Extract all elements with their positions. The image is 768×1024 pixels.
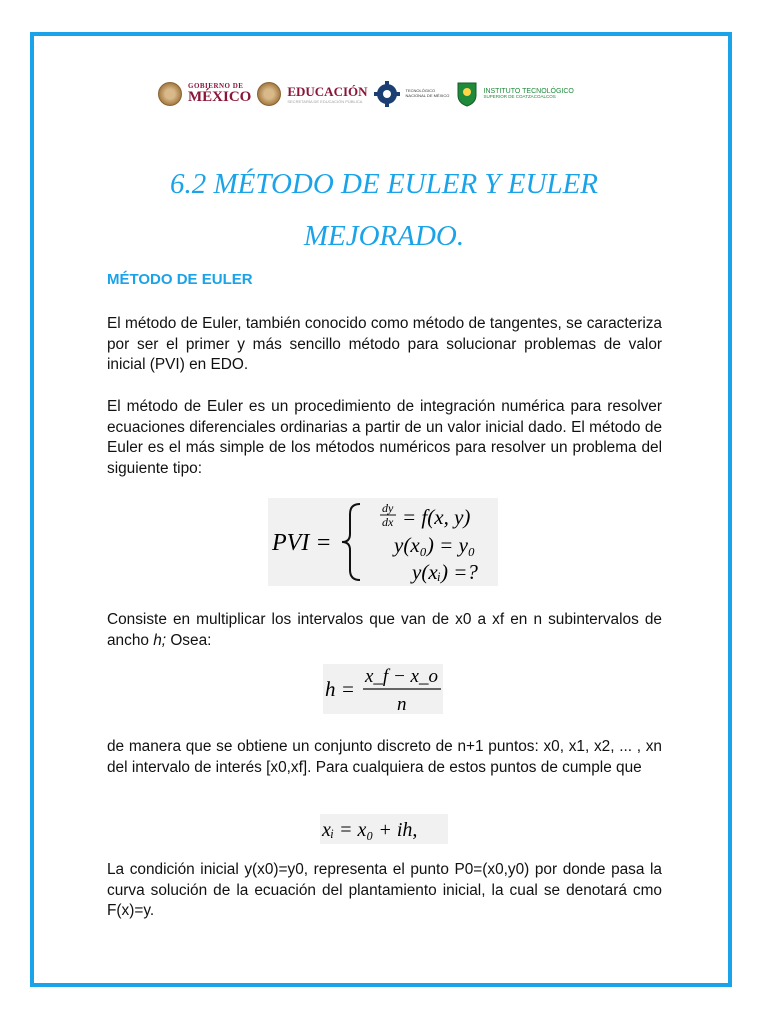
- pvi-dy: dy: [382, 501, 394, 515]
- logo-itesco: [484, 88, 574, 101]
- logo-gob-line1: GOBIERNO DE: [188, 82, 244, 90]
- section-heading: MÉTODO DE EULER: [107, 271, 253, 288]
- paragraph-discrete-points: de manera que se obtiene un conjunto discreto de n+1 puntos: x0, x1, x2, ... , xn del intervalo de interés [x0,xf]. Para cualquiera de estos puntos de cumple que: [107, 738, 662, 776]
- logo-itesco-line1: INSTITUTO TECNOLÓGICO: [483, 87, 574, 95]
- h-lhs: h =: [325, 677, 355, 701]
- paragraph-initial-condition: La condición inicial y(x0)=y0, representa el punto P0=(x0,y0) por donde pasa la curva solución de la ecuación del plantamiento inicial, la cual se denotará cmo F(x)=y.: [107, 861, 662, 919]
- pvi-label: PVI =: [272, 530, 332, 556]
- logo-edu-line2: SECRETARÍA DE EDUCACIÓN PÚBLICA: [287, 98, 363, 104]
- p3-post: Osea:: [166, 631, 212, 649]
- xi-text: xᵢ = x₀ + ih,: [322, 819, 418, 841]
- logo-educacion: [287, 85, 367, 104]
- logo-edu-line1: EDUCACIÓN: [287, 83, 368, 99]
- pvi-row1: = f(x, y): [402, 505, 471, 529]
- tecnm-gear-icon: [374, 81, 400, 107]
- gob-seal-icon: [158, 82, 182, 106]
- itesco-shield-icon: [456, 81, 478, 107]
- logo-gob-line2: MÉXICO: [188, 89, 252, 105]
- equation-pvi: [268, 498, 498, 586]
- logo-gobierno-mexico: [188, 83, 251, 105]
- logo-tecnm-text: TECNOLÓGICO NACIONAL DE MÉXICO: [405, 88, 450, 98]
- p3-em: h;: [153, 631, 167, 649]
- pvi-dx: dx: [382, 515, 394, 529]
- pvi-row3: y(xᵢ) =?: [412, 560, 478, 584]
- paragraph-subintervals: [107, 610, 662, 651]
- sep-seal-icon: [257, 82, 281, 106]
- pvi-row2: y(x₀) = y₀: [394, 533, 476, 557]
- logo-itesco-line2: SUPERIOR DE COATZACOALCOS: [483, 94, 556, 100]
- equation-h: [323, 664, 443, 714]
- h-den: n: [397, 694, 407, 714]
- page-title: [60, 158, 708, 262]
- header-logos: [158, 76, 574, 112]
- p3-pre: Consiste en multiplicar los intervalos que van de x0 a xf en n subintervalos de ancho: [107, 611, 662, 649]
- h-num: x_f − x_o: [365, 666, 438, 687]
- paragraph-intro: El método de Euler, también conocido como método de tangentes, se caracteriza por ser el primer y más sencillo método para solucionar problemas de valor inicial (PVI) en EDO.: [107, 315, 662, 373]
- paragraph-definition: El método de Euler es un procedimiento de integración numérica para resolver ecuaciones diferenciales ordinarias a partir de un valor inicial dado. El método de Euler es el más simple de los métodos numéricos para resolver un problema del siguiente tipo:: [107, 398, 662, 477]
- title-line1: 6.2 MÉTODO DE EULER Y EULER: [169, 168, 599, 200]
- title-line2: MEJORADO.: [303, 220, 465, 252]
- equation-xi: [320, 814, 448, 844]
